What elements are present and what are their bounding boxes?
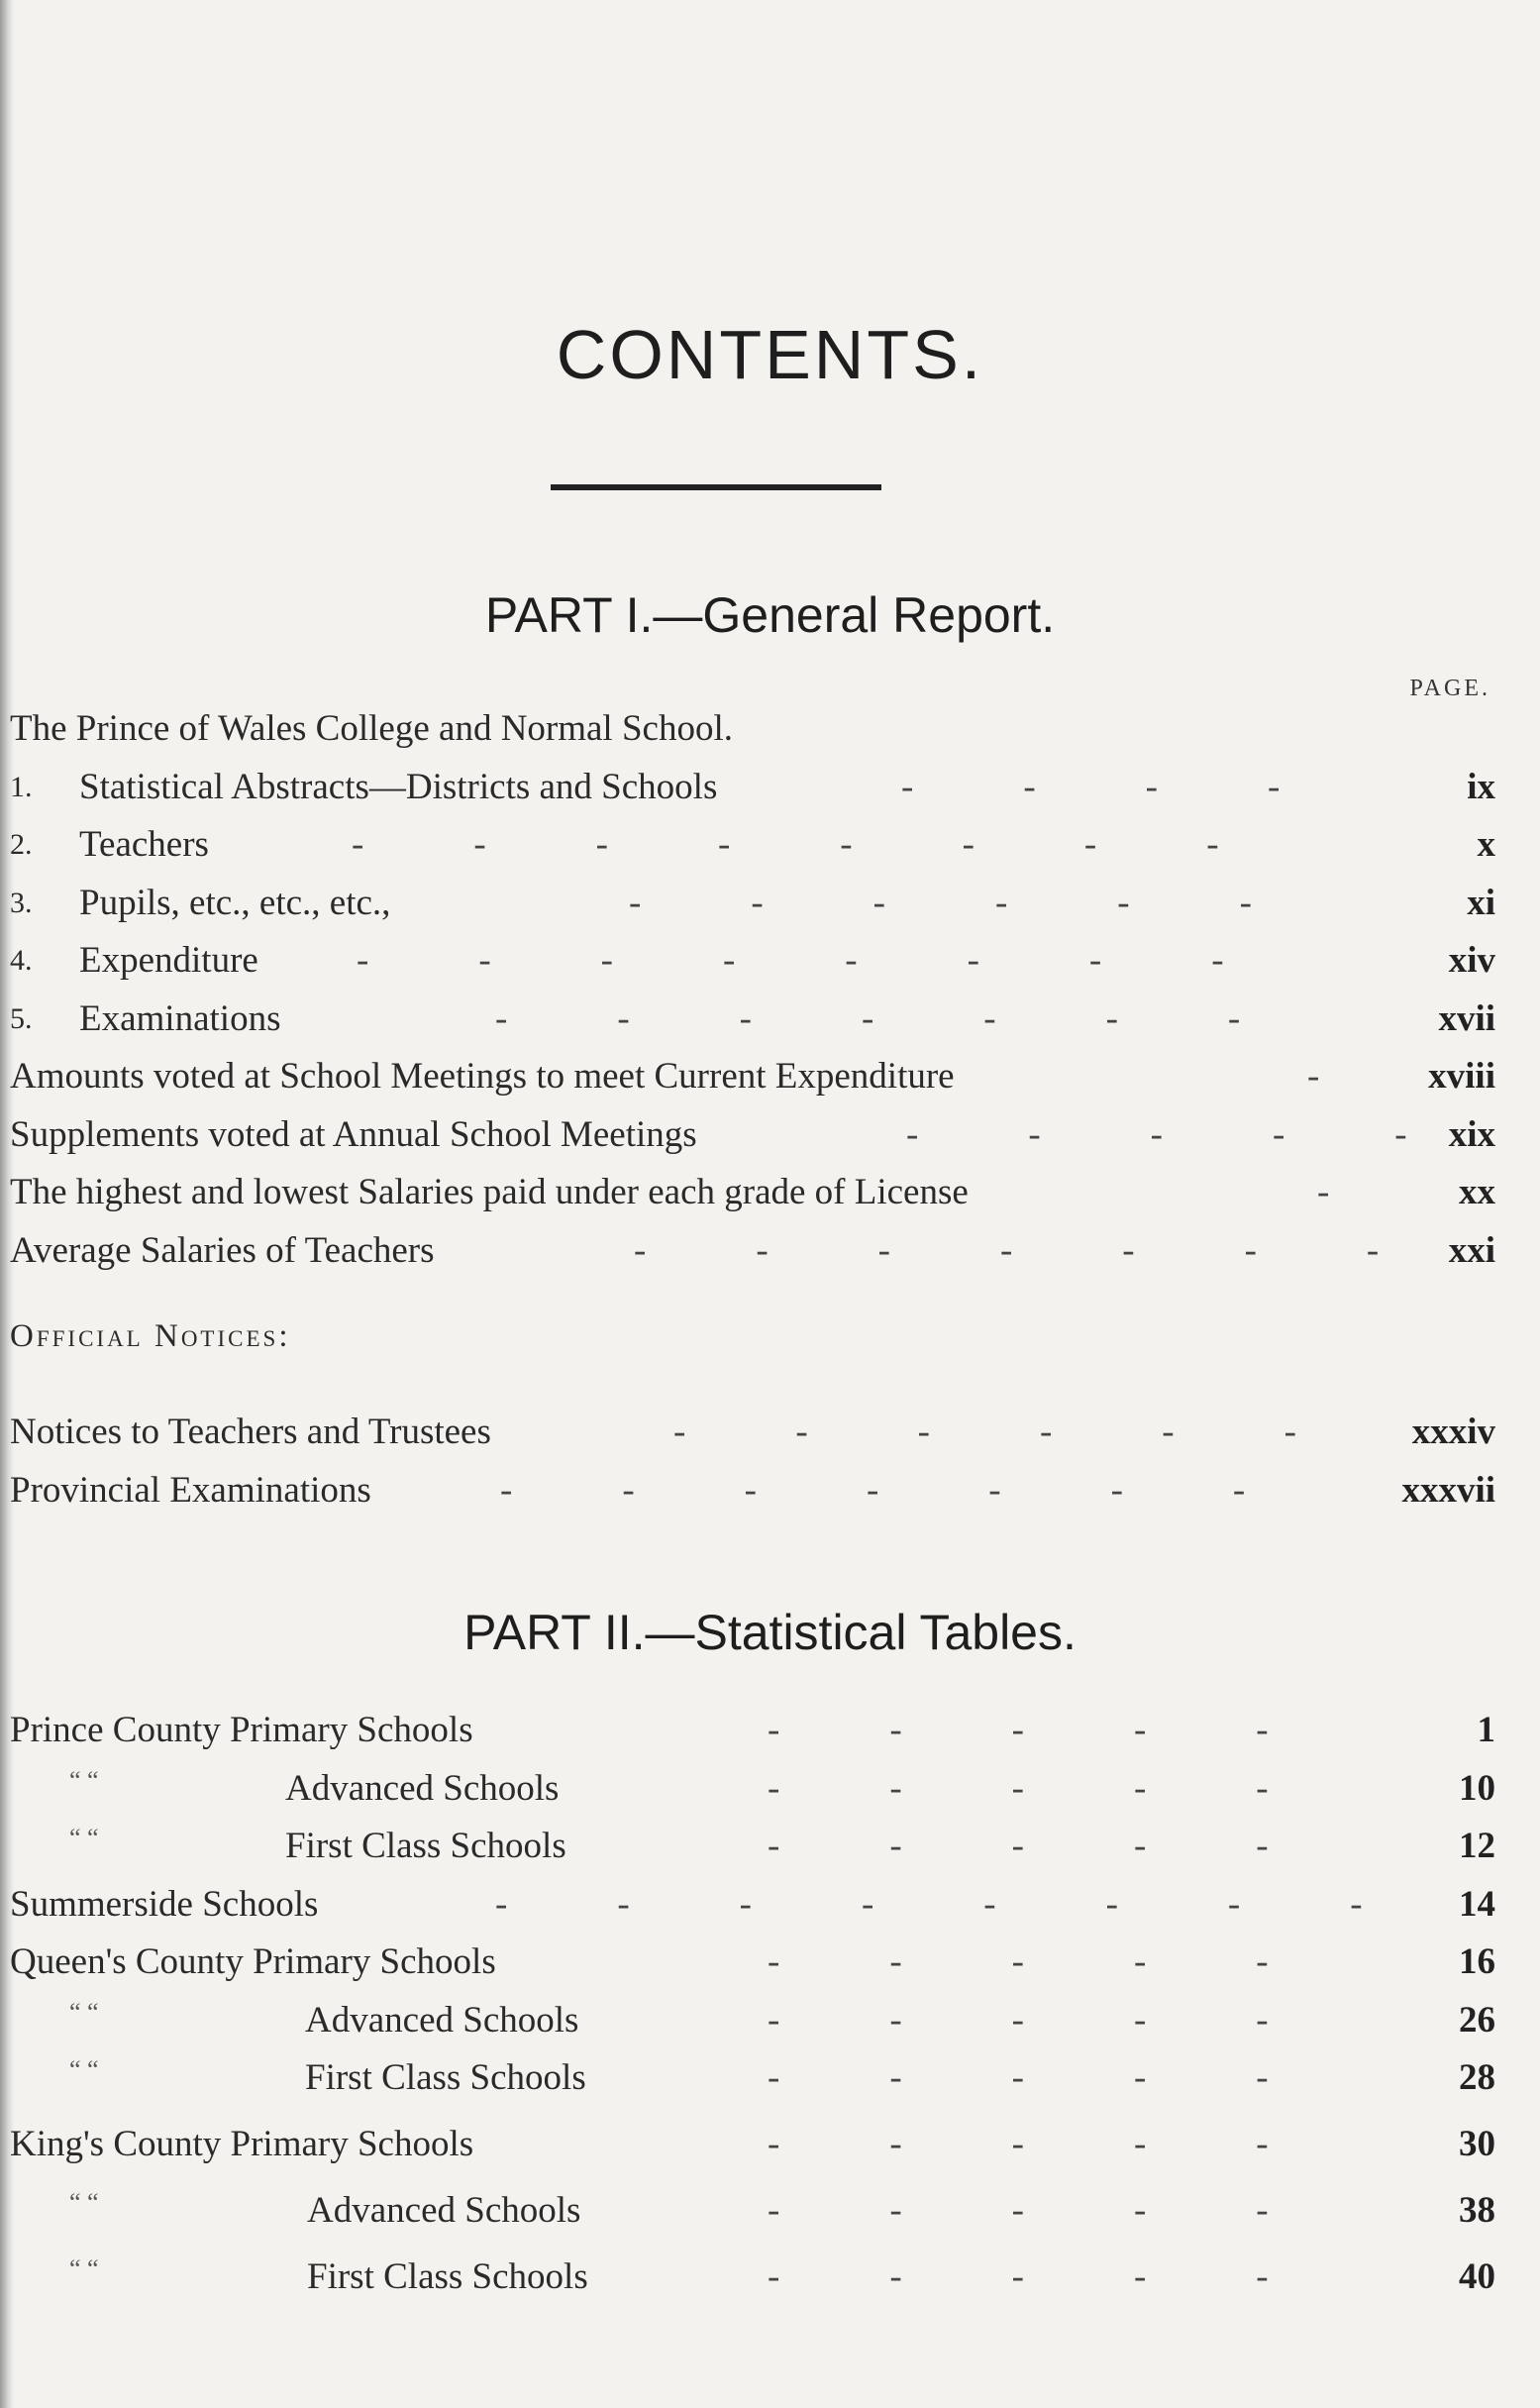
leader-dots: - - - - - — [768, 2190, 1269, 2231]
toc-entry — [10, 1706, 1495, 1755]
entry-title: Examinations — [79, 998, 281, 1039]
page-column-label: PAGE. — [1409, 676, 1490, 701]
entry-title: Summerside Schools — [10, 1884, 319, 1925]
leader-dots: - - - - - — [768, 1941, 1269, 1982]
entry-title: Statistical Abstracts—Districts and Schools — [79, 767, 718, 807]
entry-page: 38 — [1459, 2190, 1495, 2231]
entry-page: xxi — [1448, 1230, 1495, 1271]
leader-dots: - - - - - - - — [500, 1470, 1246, 1511]
toc-entry — [10, 1408, 1495, 1457]
part1-intro-row — [10, 704, 1495, 754]
part2-heading: PART II.—Statistical Tables. — [463, 1605, 1077, 1660]
toc-entry — [10, 1996, 1495, 2045]
part1-intro: The Prince of Wales College and Normal School. — [10, 708, 733, 749]
ditto-marks: “ “ — [69, 1824, 99, 1852]
entry-page: 14 — [1459, 1884, 1495, 1925]
leader-dots: - - - - - — [906, 1114, 1407, 1155]
entry-page: xi — [1467, 883, 1495, 923]
entry-title: The highest and lowest Salaries paid under each grade of License — [10, 1172, 969, 1212]
entry-page: 30 — [1459, 2124, 1495, 2164]
entry-title: Amounts voted at School Meetings to meet Current Expenditure — [10, 1056, 955, 1097]
entry-page: x — [1477, 824, 1495, 865]
title-rule — [551, 484, 881, 490]
entry-title: Teachers — [79, 824, 209, 865]
toc-entry — [10, 2053, 1495, 2103]
entry-title: Prince County Primary Schools — [10, 1710, 473, 1750]
toc-entry — [10, 763, 1495, 812]
toc-entry — [10, 820, 1495, 870]
toc-entry — [10, 1880, 1495, 1930]
toc-entry — [10, 1226, 1495, 1276]
toc-entry — [10, 1822, 1495, 1871]
leader-dots: - - - - - - — [629, 883, 1252, 923]
entry-number: 2. — [10, 828, 33, 861]
entry-number: 1. — [10, 771, 33, 803]
entry-page: xxxvii — [1401, 1470, 1495, 1511]
entry-title: King's County Primary Schools — [10, 2124, 474, 2164]
leader-dots: - - - - - - - — [634, 1230, 1380, 1271]
page-title: CONTENTS. — [556, 316, 984, 393]
leader-dots: - - - - - — [768, 1826, 1269, 1866]
entry-page: ix — [1467, 767, 1495, 807]
entry-title: Supplements voted at Annual School Meetings — [10, 1114, 697, 1155]
entry-page: xix — [1448, 1114, 1495, 1155]
entry-title: Average Salaries of Teachers — [10, 1230, 435, 1271]
ditto-marks: “ “ — [69, 1998, 99, 2027]
toc-entry — [10, 1052, 1495, 1101]
entry-title: Advanced Schools — [285, 1768, 560, 1809]
entry-page: xviii — [1428, 1056, 1495, 1097]
entry-title: First Class Schools — [305, 2057, 586, 2098]
entry-title: Pupils, etc., etc., etc., — [79, 883, 391, 923]
entry-title: Provincial Examinations — [10, 1470, 371, 1511]
entry-page: 40 — [1459, 2256, 1495, 2297]
leader-dots: - - - - - - - - — [357, 940, 1224, 981]
entry-title: Queen's County Primary Schools — [10, 1941, 496, 1982]
leader-dots: - - - - - - — [673, 1412, 1296, 1452]
leader-dots: - — [1307, 1056, 1320, 1097]
toc-entry — [10, 2252, 1495, 2302]
entry-number: 3. — [10, 887, 33, 919]
toc-entry — [10, 1937, 1495, 1987]
leader-dots: - - - - - — [768, 2124, 1269, 2164]
entry-page: 1 — [1477, 1710, 1495, 1750]
leader-dots: - - - - - — [768, 1768, 1269, 1809]
leader-dots: - - - - - - - — [495, 998, 1241, 1039]
toc-entry — [10, 2120, 1495, 2169]
entry-page: 28 — [1459, 2057, 1495, 2098]
toc-entry — [10, 1110, 1495, 1160]
entry-page: xvii — [1438, 998, 1495, 1039]
leader-dots: - - - - - — [768, 1710, 1269, 1750]
ditto-marks: “ “ — [69, 2055, 99, 2084]
leader-dots: - - - - — [901, 767, 1281, 807]
entry-title: Advanced Schools — [305, 2000, 579, 2041]
entry-title: Expenditure — [79, 940, 258, 981]
leader-dots: - - - - - — [768, 2057, 1269, 2098]
part1-heading: PART I.—General Report. — [484, 587, 1056, 643]
toc-entry — [10, 995, 1495, 1044]
ditto-marks: “ “ — [69, 2188, 99, 2217]
entry-title: Advanced Schools — [307, 2190, 581, 2231]
toc-entry — [10, 2186, 1495, 2236]
toc-entry — [10, 1466, 1495, 1516]
toc-entry — [10, 936, 1495, 986]
entry-page: xiv — [1448, 940, 1495, 981]
entry-page: 12 — [1459, 1826, 1495, 1866]
entry-title: First Class Schools — [285, 1826, 566, 1866]
toc-entry — [10, 1764, 1495, 1814]
entry-title: First Class Schools — [307, 2256, 588, 2297]
leader-dots: - - - - - — [768, 2256, 1269, 2297]
entry-page: 26 — [1459, 2000, 1495, 2041]
entry-page: 10 — [1459, 1768, 1495, 1809]
official-notices-heading: Official Notices: — [10, 1318, 291, 1354]
entry-page: 16 — [1459, 1941, 1495, 1982]
ditto-marks: “ “ — [69, 2254, 99, 2283]
toc-entry — [10, 1168, 1495, 1217]
leader-dots: - — [1317, 1172, 1330, 1212]
entry-number: 5. — [10, 1002, 33, 1035]
toc-entry — [10, 879, 1495, 928]
ditto-marks: “ “ — [69, 1766, 99, 1795]
leader-dots: - - - - - - - - — [352, 824, 1219, 865]
entry-number: 4. — [10, 944, 33, 977]
entry-page: xx — [1459, 1172, 1495, 1212]
leader-dots: - - - - - — [768, 2000, 1269, 2041]
entry-page: xxxiv — [1411, 1412, 1495, 1452]
leader-dots: - - - - - - - - — [495, 1884, 1363, 1925]
entry-title: Notices to Teachers and Trustees — [10, 1412, 491, 1452]
